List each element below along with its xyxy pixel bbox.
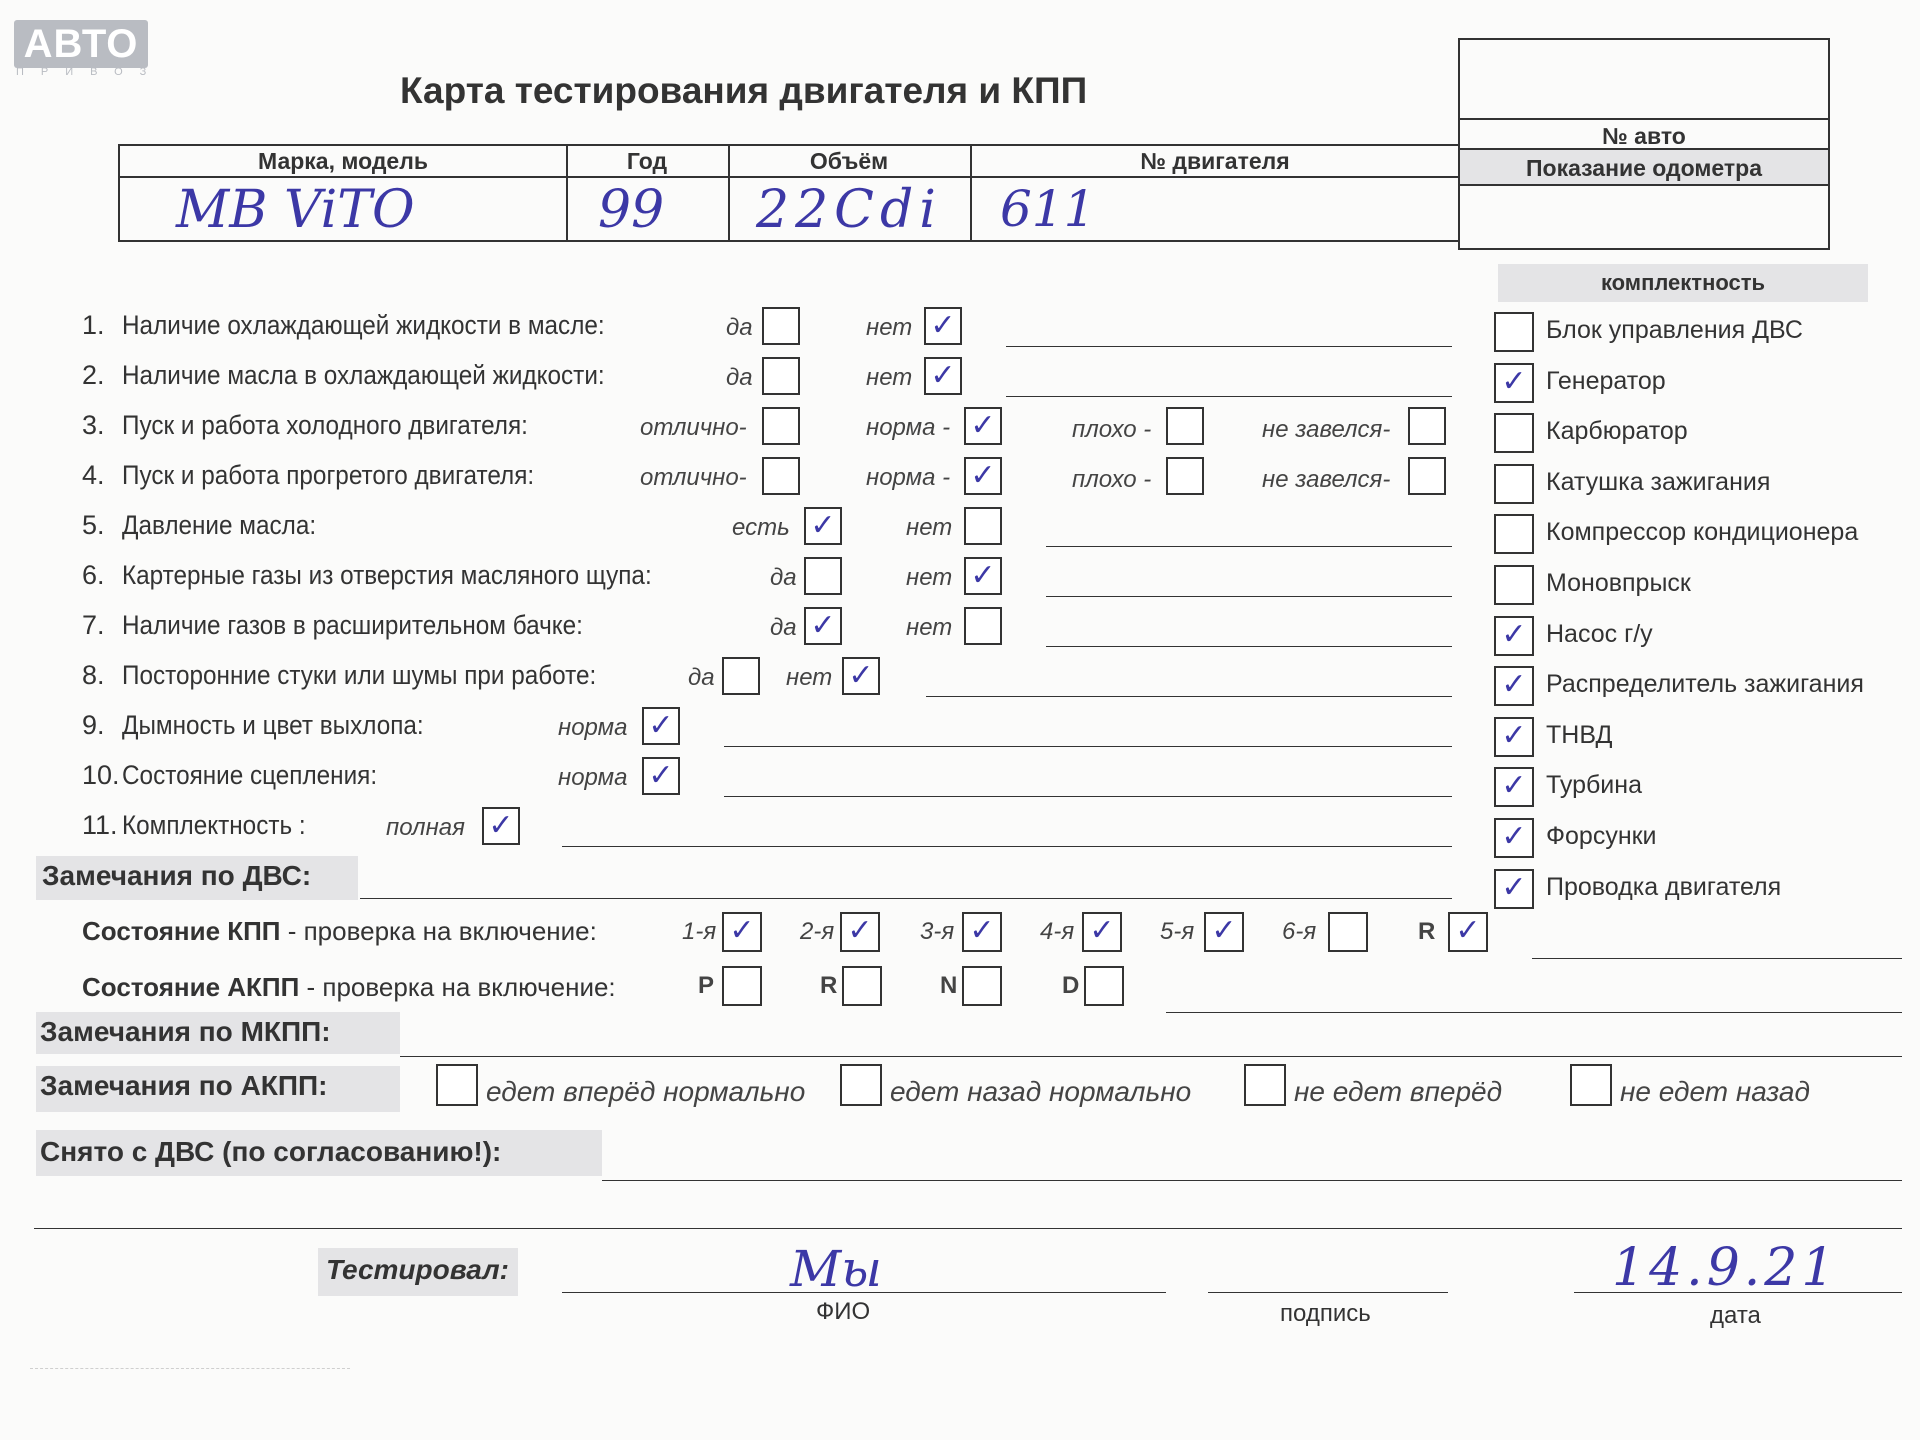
remarks-dvs-line[interactable] — [360, 898, 1452, 899]
question-2-opt-b: нет — [866, 364, 913, 391]
question-11-opt-a: полная — [386, 814, 465, 841]
kpp-gear-7-box[interactable] — [1448, 912, 1488, 952]
komplekt-title: комплектность — [1498, 264, 1868, 302]
komplekt-box-8-tick: ✓ — [1501, 667, 1527, 703]
question-10-text: Состояние сцепления: — [122, 760, 378, 790]
date-value: 14.9.21 — [1612, 1238, 1839, 1298]
komplekt-item-6: Моновпрыск — [1546, 569, 1691, 597]
komplekt-box-9[interactable] — [1494, 717, 1534, 757]
question-6-box-a[interactable] — [804, 557, 842, 595]
header-year: Год — [626, 148, 668, 174]
question-3-box-b[interactable] — [964, 407, 1002, 445]
volume-value: 22Cdi — [756, 180, 942, 240]
kpp-gear-4-box-tick: ✓ — [1089, 913, 1115, 948]
question-8-text: Посторонние стуки или шумы при работе: — [122, 660, 597, 690]
remarks-akpp-label: Замечания по АКПП: — [40, 1070, 328, 1101]
question-9-text: Дымность и цвет выхлопа: — [122, 710, 424, 740]
question-9-line[interactable] — [724, 746, 1452, 747]
question-1-line[interactable] — [1006, 346, 1452, 347]
kpp-gear-3-box-tick: ✓ — [969, 913, 995, 948]
question-6-box-b[interactable] — [964, 557, 1002, 595]
question-2-number: 2. — [82, 360, 105, 390]
date-label: дата — [1710, 1302, 1761, 1329]
question-7-box-a-tick: ✓ — [810, 608, 836, 643]
komplekt-item-12: Проводка двигателя — [1546, 872, 1782, 901]
question-10-line[interactable] — [724, 796, 1452, 797]
komplekt-box-7-tick: ✓ — [1501, 616, 1527, 652]
question-5-box-b[interactable] — [964, 507, 1002, 545]
akpp-label — [82, 972, 616, 1003]
question-5-box-a[interactable] — [804, 507, 842, 545]
kpp-label — [82, 916, 597, 947]
question-2-box-a[interactable] — [762, 357, 800, 395]
tested-label: Тестировал: — [326, 1254, 509, 1285]
header-engine-number: № двигателя — [1140, 148, 1290, 174]
odometer-label: Показание одометра — [1458, 150, 1830, 186]
question-5-text: Давление масла: — [122, 510, 317, 540]
komplekt-item-2: Генератор — [1546, 366, 1666, 395]
removed-line[interactable] — [602, 1180, 1902, 1181]
sign-line[interactable] — [1208, 1292, 1448, 1293]
question-4-opt-d: не завелся- — [1262, 466, 1391, 493]
kpp-gear-7-box-tick: ✓ — [1455, 913, 1481, 948]
auto-number-label: № авто — [1458, 118, 1830, 150]
question-10-box-a[interactable] — [642, 757, 680, 795]
question-3-text: Пуск и работа холодного двигателя: — [122, 410, 528, 440]
akpp-remark-3-box[interactable] — [1244, 1064, 1286, 1106]
question-3-opt-b: норма - — [866, 414, 951, 441]
question-6-text: Картерные газы из отверстия масляного щупа: — [122, 560, 652, 590]
page-title: Карта тестирования двигателя и КПП — [400, 70, 1088, 111]
komplekt-box-12-tick: ✓ — [1501, 869, 1527, 905]
komplekt-box-11[interactable] — [1494, 818, 1534, 858]
komplekt-box-3[interactable] — [1494, 413, 1534, 453]
question-9-box-a[interactable] — [642, 707, 680, 745]
komplekt-box-2[interactable] — [1494, 363, 1534, 403]
question-4-opt-b: норма - — [866, 464, 951, 491]
question-3-opt-c: плохо - — [1072, 416, 1152, 443]
kpp-gear-1-box[interactable] — [722, 912, 762, 952]
question-4-opt-c: плохо - — [1072, 466, 1152, 493]
kpp-remarks-line[interactable] — [1532, 958, 1902, 959]
question-1-opt-b: нет — [866, 314, 913, 341]
kpp-gear-2-box-tick: ✓ — [847, 913, 873, 948]
question-4-box-b-tick: ✓ — [970, 458, 996, 493]
question-8-opt-b: нет — [786, 664, 833, 691]
akpp-mode-4-label: D — [1062, 972, 1080, 999]
komplekt-box-2-tick: ✓ — [1501, 363, 1527, 399]
remarks-dvs-label: Замечания по ДВС: — [42, 860, 312, 891]
kpp-gear-1-label: 1-я — [682, 918, 717, 945]
remarks-mkpp-line[interactable] — [400, 1056, 1902, 1057]
komplekt-box-10-tick: ✓ — [1501, 768, 1527, 804]
question-3-opt-a: отлично- — [640, 414, 747, 441]
question-11-number: 11. — [82, 810, 118, 840]
question-3-box-b-tick: ✓ — [970, 408, 996, 443]
kpp-gear-1-box-tick: ✓ — [729, 913, 755, 948]
komplekt-box-6[interactable] — [1494, 565, 1534, 605]
question-7-box-a[interactable] — [804, 607, 842, 645]
question-9-number: 9. — [82, 710, 105, 740]
header-model: Марка, модель — [258, 148, 428, 174]
model-value: MB ViTO — [176, 180, 415, 240]
question-5-opt-b: нет — [906, 514, 953, 541]
akpp-mode-3-box[interactable] — [962, 966, 1002, 1006]
question-6-number: 6. — [82, 560, 105, 590]
komplekt-box-1[interactable] — [1494, 312, 1534, 352]
question-5-opt-a: есть — [732, 514, 790, 541]
question-10-opt-a: норма — [558, 764, 628, 791]
question-7-opt-a: да — [770, 614, 797, 641]
auto-number-box — [1458, 38, 1830, 118]
question-8-number: 8. — [82, 660, 105, 690]
question-9-opt-a: норма — [558, 714, 628, 741]
question-1-box-a[interactable] — [762, 307, 800, 345]
kpp-gear-5-box-tick: ✓ — [1211, 913, 1237, 948]
kpp-gear-2-label: 2-я — [800, 918, 835, 945]
kpp-gear-6-label: 6-я — [1282, 918, 1317, 945]
komplekt-item-11: Форсунки — [1546, 822, 1657, 850]
komplekt-item-1: Блок управления ДВС — [1546, 316, 1803, 344]
komplekt-box-7[interactable] — [1494, 616, 1534, 656]
question-9-box-a-tick: ✓ — [648, 708, 674, 743]
komplekt-item-3: Карбюратор — [1546, 417, 1688, 446]
question-2-box-b-tick: ✓ — [930, 358, 956, 393]
akpp-remark-1-label: едет вперёд нормально — [486, 1076, 806, 1107]
question-5-number: 5. — [82, 510, 105, 540]
question-5-box-a-tick: ✓ — [810, 508, 836, 543]
komplekt-item-5: Компрессор кондиционера — [1546, 518, 1859, 547]
question-7-line[interactable] — [1046, 646, 1452, 647]
akpp-mode-2-label: R — [820, 972, 838, 999]
komplekt-box-10[interactable] — [1494, 767, 1534, 807]
komplekt-box-12[interactable] — [1494, 869, 1534, 909]
akpp-mode-4-box[interactable] — [1084, 966, 1124, 1006]
question-5-line[interactable] — [1046, 546, 1452, 547]
kpp-label-rest: - проверка на включение: — [280, 916, 597, 946]
question-3-number: 3. — [82, 410, 105, 440]
question-7-opt-b: нет — [906, 614, 953, 641]
question-2-line[interactable] — [1006, 396, 1452, 397]
kpp-label-bold: Состояние КПП — [82, 916, 281, 946]
komplekt-item-4: Катушка зажигания — [1546, 467, 1771, 496]
akpp-mode-2-box[interactable] — [842, 966, 882, 1006]
komplekt-box-8[interactable] — [1494, 666, 1534, 706]
komplekt-item-7: Насос г/у — [1546, 619, 1653, 648]
question-4-opt-a: отлично- — [640, 464, 747, 491]
question-3-opt-d: не завелся- — [1262, 416, 1391, 443]
question-6-line[interactable] — [1046, 596, 1452, 597]
question-6-opt-a: да — [770, 564, 797, 591]
logo-subtitle: ПРИВОЗ — [16, 66, 164, 78]
akpp-remark-4-label: не едет назад — [1620, 1076, 1810, 1107]
komplekt-box-5[interactable] — [1494, 514, 1534, 554]
question-3-box-a[interactable] — [762, 407, 800, 445]
question-1-number: 1. — [82, 310, 105, 340]
question-11-line[interactable] — [562, 846, 1452, 847]
question-4-box-c[interactable] — [1166, 457, 1204, 495]
kpp-gear-6-box[interactable] — [1328, 912, 1368, 952]
akpp-remarks-line[interactable] — [1166, 1012, 1902, 1013]
question-11-box-a[interactable] — [482, 807, 520, 845]
kpp-gear-3-box[interactable] — [962, 912, 1002, 952]
question-4-box-d[interactable] — [1408, 457, 1446, 495]
akpp-remark-2-label: едет назад нормально — [890, 1076, 1192, 1107]
komplekt-item-10: Турбина — [1546, 771, 1642, 800]
akpp-remark-3-label: не едет вперёд — [1294, 1076, 1503, 1107]
kpp-gear-2-box[interactable] — [840, 912, 880, 952]
question-3-box-c[interactable] — [1166, 407, 1204, 445]
question-8-opt-a: да — [688, 664, 715, 691]
removed-label: Снято с ДВС (по согласованию!): — [40, 1136, 502, 1167]
question-6-box-b-tick: ✓ — [970, 558, 996, 593]
question-10-number: 10. — [82, 760, 120, 790]
odometer-value-box — [1458, 186, 1830, 250]
kpp-gear-4-box[interactable] — [1082, 912, 1122, 952]
engine-number-value: 611 — [1000, 180, 1096, 238]
question-1-box-b-tick: ✓ — [930, 308, 956, 343]
question-4-box-a[interactable] — [762, 457, 800, 495]
question-2-opt-a: да — [726, 364, 753, 391]
kpp-gear-3-label: 3-я — [920, 918, 955, 945]
kpp-gear-4-label: 4-я — [1040, 918, 1075, 945]
question-7-box-b[interactable] — [964, 607, 1002, 645]
question-3-box-d[interactable] — [1408, 407, 1446, 445]
akpp-label-bold: Состояние АКПП — [82, 972, 300, 1002]
akpp-remark-2-box[interactable] — [840, 1064, 882, 1106]
sign-label: подпись — [1280, 1300, 1371, 1327]
year-value: 99 — [598, 180, 665, 240]
question-4-box-b[interactable] — [964, 457, 1002, 495]
vehicle-table — [118, 144, 1460, 242]
akpp-remark-1-box[interactable] — [436, 1064, 478, 1106]
question-1-opt-a: да — [726, 314, 753, 341]
question-1-box-b[interactable] — [924, 307, 962, 345]
akpp-mode-1-label: P — [698, 972, 715, 999]
question-8-line[interactable] — [926, 696, 1452, 697]
question-8-box-a[interactable] — [722, 657, 760, 695]
komplekt-item-9: ТНВД — [1546, 720, 1613, 749]
question-7-text: Наличие газов в расширительном бачке: — [122, 610, 583, 640]
question-4-number: 4. — [82, 460, 105, 490]
kpp-gear-5-label: 5-я — [1160, 918, 1195, 945]
akpp-remark-4-box[interactable] — [1570, 1064, 1612, 1106]
removed-line-2[interactable] — [34, 1228, 1902, 1229]
header-volume: Объём — [809, 148, 889, 174]
remarks-mkpp-label: Замечания по МКПП: — [40, 1016, 331, 1047]
question-8-box-b[interactable] — [842, 657, 880, 695]
komplekt-item-8: Распределитель зажигания — [1546, 670, 1864, 699]
komplekt-box-4[interactable] — [1494, 464, 1534, 504]
question-2-box-b[interactable] — [924, 357, 962, 395]
question-10-box-a-tick: ✓ — [648, 758, 674, 793]
komplekt-box-11-tick: ✓ — [1501, 819, 1527, 854]
kpp-gear-5-box[interactable] — [1204, 912, 1244, 952]
question-4-text: Пуск и работа прогретого двигателя: — [122, 460, 535, 490]
question-7-number: 7. — [82, 610, 105, 640]
scan-smudge — [30, 1368, 350, 1369]
question-11-text: Комплектность : — [122, 810, 306, 840]
question-2-text: Наличие масла в охлаждающей жидкости: — [122, 360, 605, 390]
question-11-box-a-tick: ✓ — [488, 808, 514, 843]
akpp-mode-3-label: N — [940, 972, 958, 999]
kpp-gear-7-label: R — [1418, 918, 1436, 945]
fio-value: Мы — [790, 1240, 882, 1298]
logo: АВТО — [14, 20, 148, 68]
komplekt-box-9-tick: ✓ — [1501, 717, 1527, 753]
akpp-mode-1-box[interactable] — [722, 966, 762, 1006]
question-8-box-b-tick: ✓ — [848, 658, 874, 693]
question-1-text: Наличие охлаждающей жидкости в масле: — [122, 310, 605, 340]
fio-label: ФИО — [816, 1298, 871, 1325]
question-6-opt-b: нет — [906, 564, 953, 591]
akpp-label-rest: - проверка на включение: — [299, 972, 616, 1002]
